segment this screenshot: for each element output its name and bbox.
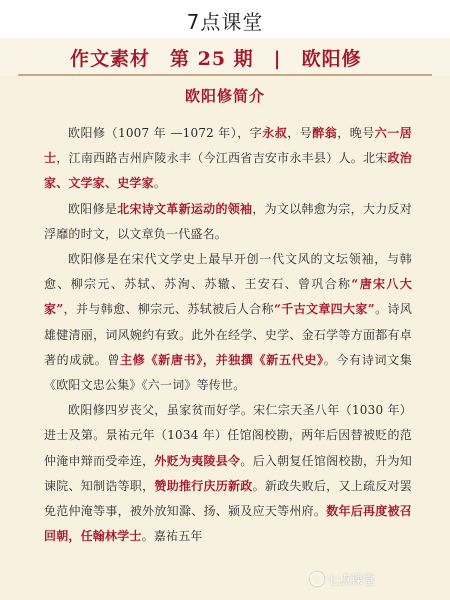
body-text: ，号 xyxy=(287,126,313,140)
body-text: 欧阳修是在宋代文学史上最早开创一代文风的文坛领袖，与韩愈、柳宗元、苏轼、苏洵、苏辙、王安石、曾巩合称 xyxy=(44,252,412,292)
body-text: 欧阳修是 xyxy=(68,201,118,216)
highlight-text: 北宋诗文革新运动的领袖 xyxy=(117,201,253,216)
article-series-title: 作文素材 第 25 期 | 欧阳修 xyxy=(70,48,362,70)
body-text: 。 xyxy=(153,176,167,191)
body-text: 欧阳修（1007 年 —1072 年），字 xyxy=(68,126,263,140)
body-text: ，为文以韩愈为宗，大力反对浮靡的时文，以文章负一代盛名。 xyxy=(44,201,412,241)
article-header xyxy=(0,38,450,76)
watermark-text: 七点课堂 xyxy=(327,573,376,587)
highlight-text: “唐宋八大家” xyxy=(44,277,412,317)
highlight-text: 永叔 xyxy=(262,126,288,140)
highlight-text: 六一居士 xyxy=(44,126,412,166)
highlight-text: 醉翁 xyxy=(312,126,338,140)
paragraph xyxy=(44,398,412,549)
highlight-text: 外贬为夷陵县令 xyxy=(154,453,241,468)
article-image xyxy=(0,38,450,600)
watermark xyxy=(310,571,375,588)
body-text: 。嘉祐五年 xyxy=(141,529,203,544)
body-text: 欧阳修四岁丧父，虽家贫而好学。宋仁宗天圣八年（1030 年）进士及第。景祐元年（1034 年）任馆阁校勘，两年后因替被贬的范仲淹申辩而受牵连， xyxy=(44,403,412,468)
article-body xyxy=(44,121,412,549)
body-text: ，江南西路吉州庐陵永丰（今江西省吉安市永丰县）人。北宋 xyxy=(56,151,388,166)
body-text: 。诗风雄健清丽，词风婉约有致。此外在经学、史学、金石学等方面都有卓著的成就。曾 xyxy=(44,302,413,367)
highlight-text: “千古文章四大家” xyxy=(273,302,375,317)
body-text: ，并与韩愈、柳宗元、苏轼被后人合称 xyxy=(63,302,274,317)
paragraph xyxy=(44,197,412,247)
watermark-logo-icon xyxy=(310,572,324,586)
section-heading: 欧阳修简介 xyxy=(184,87,265,105)
body-text: 。后入朝复任馆阁校勘，升为知谏院、知制诰等职， xyxy=(44,453,412,493)
app-header xyxy=(0,0,450,38)
highlight-text: 数年后再度被召回朝，任翰林学士 xyxy=(44,504,412,544)
header-divider xyxy=(18,74,432,76)
body-text: 。今有诗词文集《欧阳文忠公集》《六一词》等传世。 xyxy=(44,352,413,393)
highlight-text: 主修《新唐书》，并独撰《新五代史》 xyxy=(120,352,324,367)
highlight-text: 政治家、文学家、史学家 xyxy=(44,151,413,191)
app-title: 7点课堂 xyxy=(186,10,264,34)
paragraph xyxy=(44,247,412,398)
highlight-text: 赞助推行庆历新政 xyxy=(154,478,253,493)
paragraph xyxy=(44,121,412,197)
body-text: 。新政失败后，又上疏反对罢免范仲淹等事，被外放知滁、扬、颍及应天等州府。 xyxy=(44,478,412,519)
body-text: ，晚号 xyxy=(337,126,375,140)
